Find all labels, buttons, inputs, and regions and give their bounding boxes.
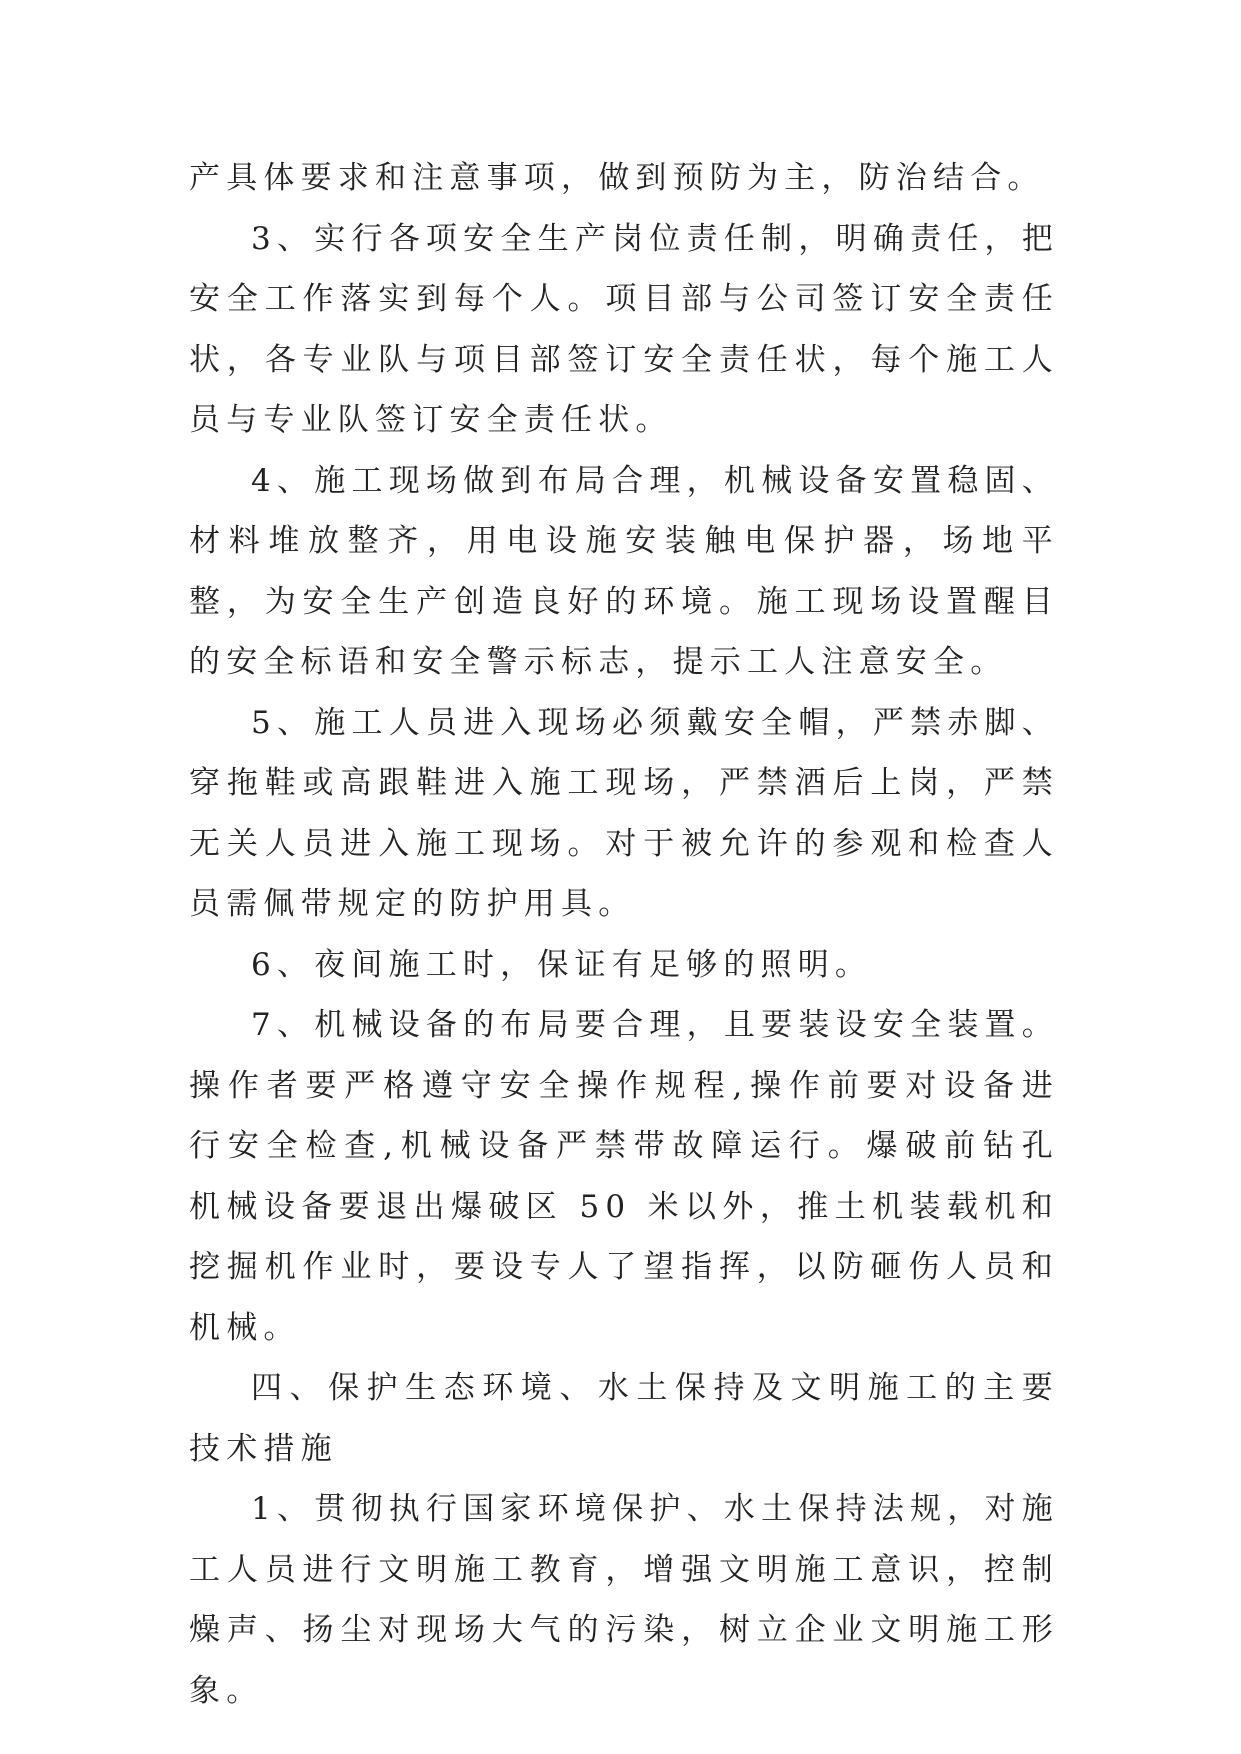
document-body <box>189 148 1059 1721</box>
paragraph-item-1: 1、贯彻执行国家环境保护、水土保持法规，对施工人员进行文明施工教育，增强文明施工意识，控制燥声、扬尘对现场大气的污染，树立企业文明施工形象。 <box>189 1491 1059 1709</box>
paragraph-continuation: 产具体要求和注意事项，做到预防为主，防治结合。 <box>189 160 1045 196</box>
section-heading-4: 四、保护生态环境、水土保持及文明施工的主要技术措施 <box>189 1370 1059 1467</box>
paragraph-item-3: 3、实行各项安全生产岗位责任制，明确责任，把安全工作落实到每个人。项目部与公司签订安全责任状，各专业队与项目部签订安全责任状，每个施工人员与专业队签订安全责任状。 <box>189 220 1059 438</box>
paragraph-item-7: 7、机械设备的布局要合理，且要装设安全装置。操作者要严格遵守安全操作规程,操作前要对设备进行安全检查,机械设备严禁带故障运行。爆破前钻孔机械设备要退出爆破区 50 米以外，推土机装载机和挖掘机作业时，要设专人了望指挥，以防砸伤人员和机械。 <box>189 1007 1059 1346</box>
paragraph-item-6: 6、夜间施工时，保证有足够的照明。 <box>251 946 873 983</box>
paragraph-item-5: 5、施工人员进入现场必须戴安全帽，严禁赤脚、穿拖鞋或高跟鞋进入施工现场，严禁酒后上岗，严禁无关人员进入施工现场。对于被允许的参观和检查人员需佩带规定的防护用具。 <box>189 704 1059 922</box>
paragraph-item-4: 4、施工现场做到布局合理，机械设备安置稳固、材料堆放整齐，用电设施安装触电保护器，场地平整，为安全生产创造良好的环境。施工现场设置醒目的安全标语和安全警示标志，提示工人注意安全。 <box>189 462 1059 680</box>
